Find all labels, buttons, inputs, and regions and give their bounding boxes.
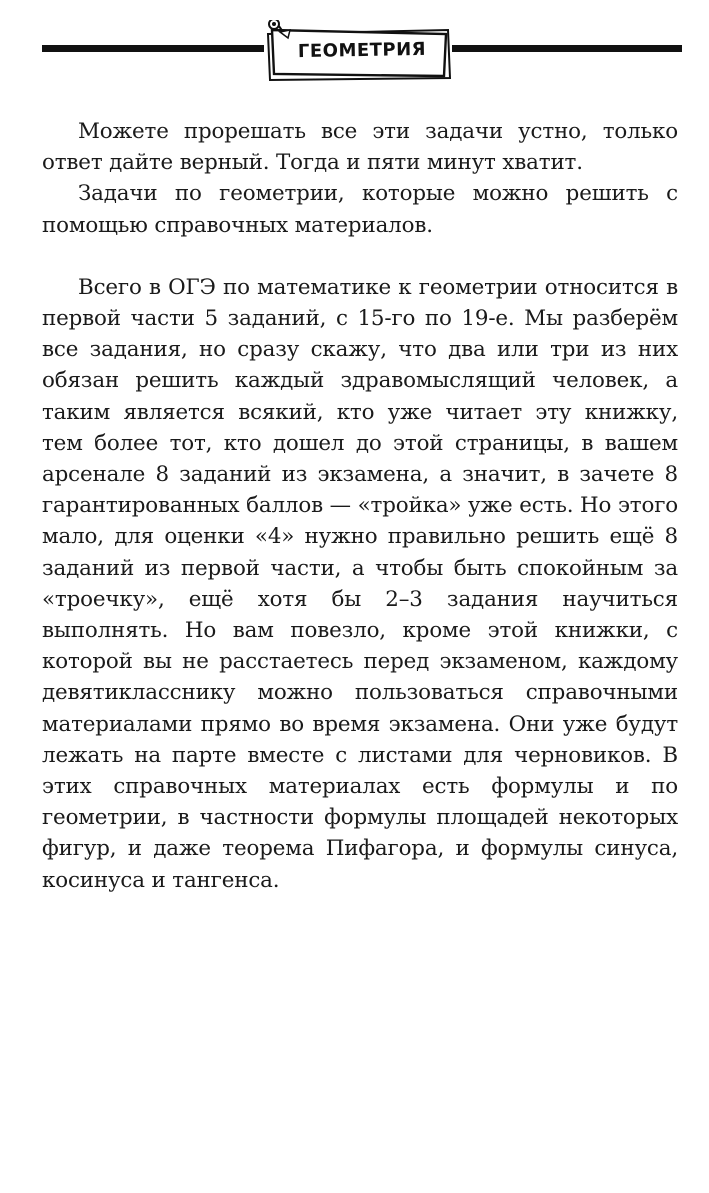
chapter-header (0, 0, 709, 90)
section-tag (262, 20, 454, 82)
paragraph-gap (42, 241, 678, 272)
paragraph-2: Задачи по геометрии, которые можно решить с помощью справочных материалов. (42, 181, 678, 238)
section-title: ГЕОМЕТРИЯ (297, 38, 427, 63)
paragraph-1: Можете прорешать все эти задачи устно, только ответ дайте верный. Тогда и пяти минут хватит. (42, 119, 678, 176)
header-rule-left (42, 45, 264, 52)
page-body (42, 116, 678, 896)
header-rule-right (452, 45, 682, 52)
paragraph-3: Всего в ОГЭ по математике к геометрии относится в первой части 5 заданий, с 15-го по 19-е. Мы разберём все задания, но сразу скажу, что два или три из них обязан решить каждый здравомыслящий человек, а таким является всякий, кто уже читает эту книжку, тем более тот, кто дошел до этой страницы, в вашем арсенале 8 заданий из экзамена, а значит, в зачете 8 гарантированных баллов — «тройка» уже есть. Но этого мало, для оценки «4» нужно правильно решить ещё 8 заданий из первой части, а чтобы быть спокойным за «троечку», ещё хотя бы 2–3 задания научиться выполнять. Но вам повезло, кроме этой книжки, с которой вы не расстаетесь перед экзаменом, каждому девятикласснику можно пользоваться справочными материалами прямо во время экзамена. Они уже будут лежать на парте вместе с листами для черновиков. В этих справочных материалах есть формулы и по геометрии, в частности формулы площадей некоторых фигур, и даже теорема Пифагора, и формулы синуса, косинуса и тангенса. (42, 274, 678, 893)
